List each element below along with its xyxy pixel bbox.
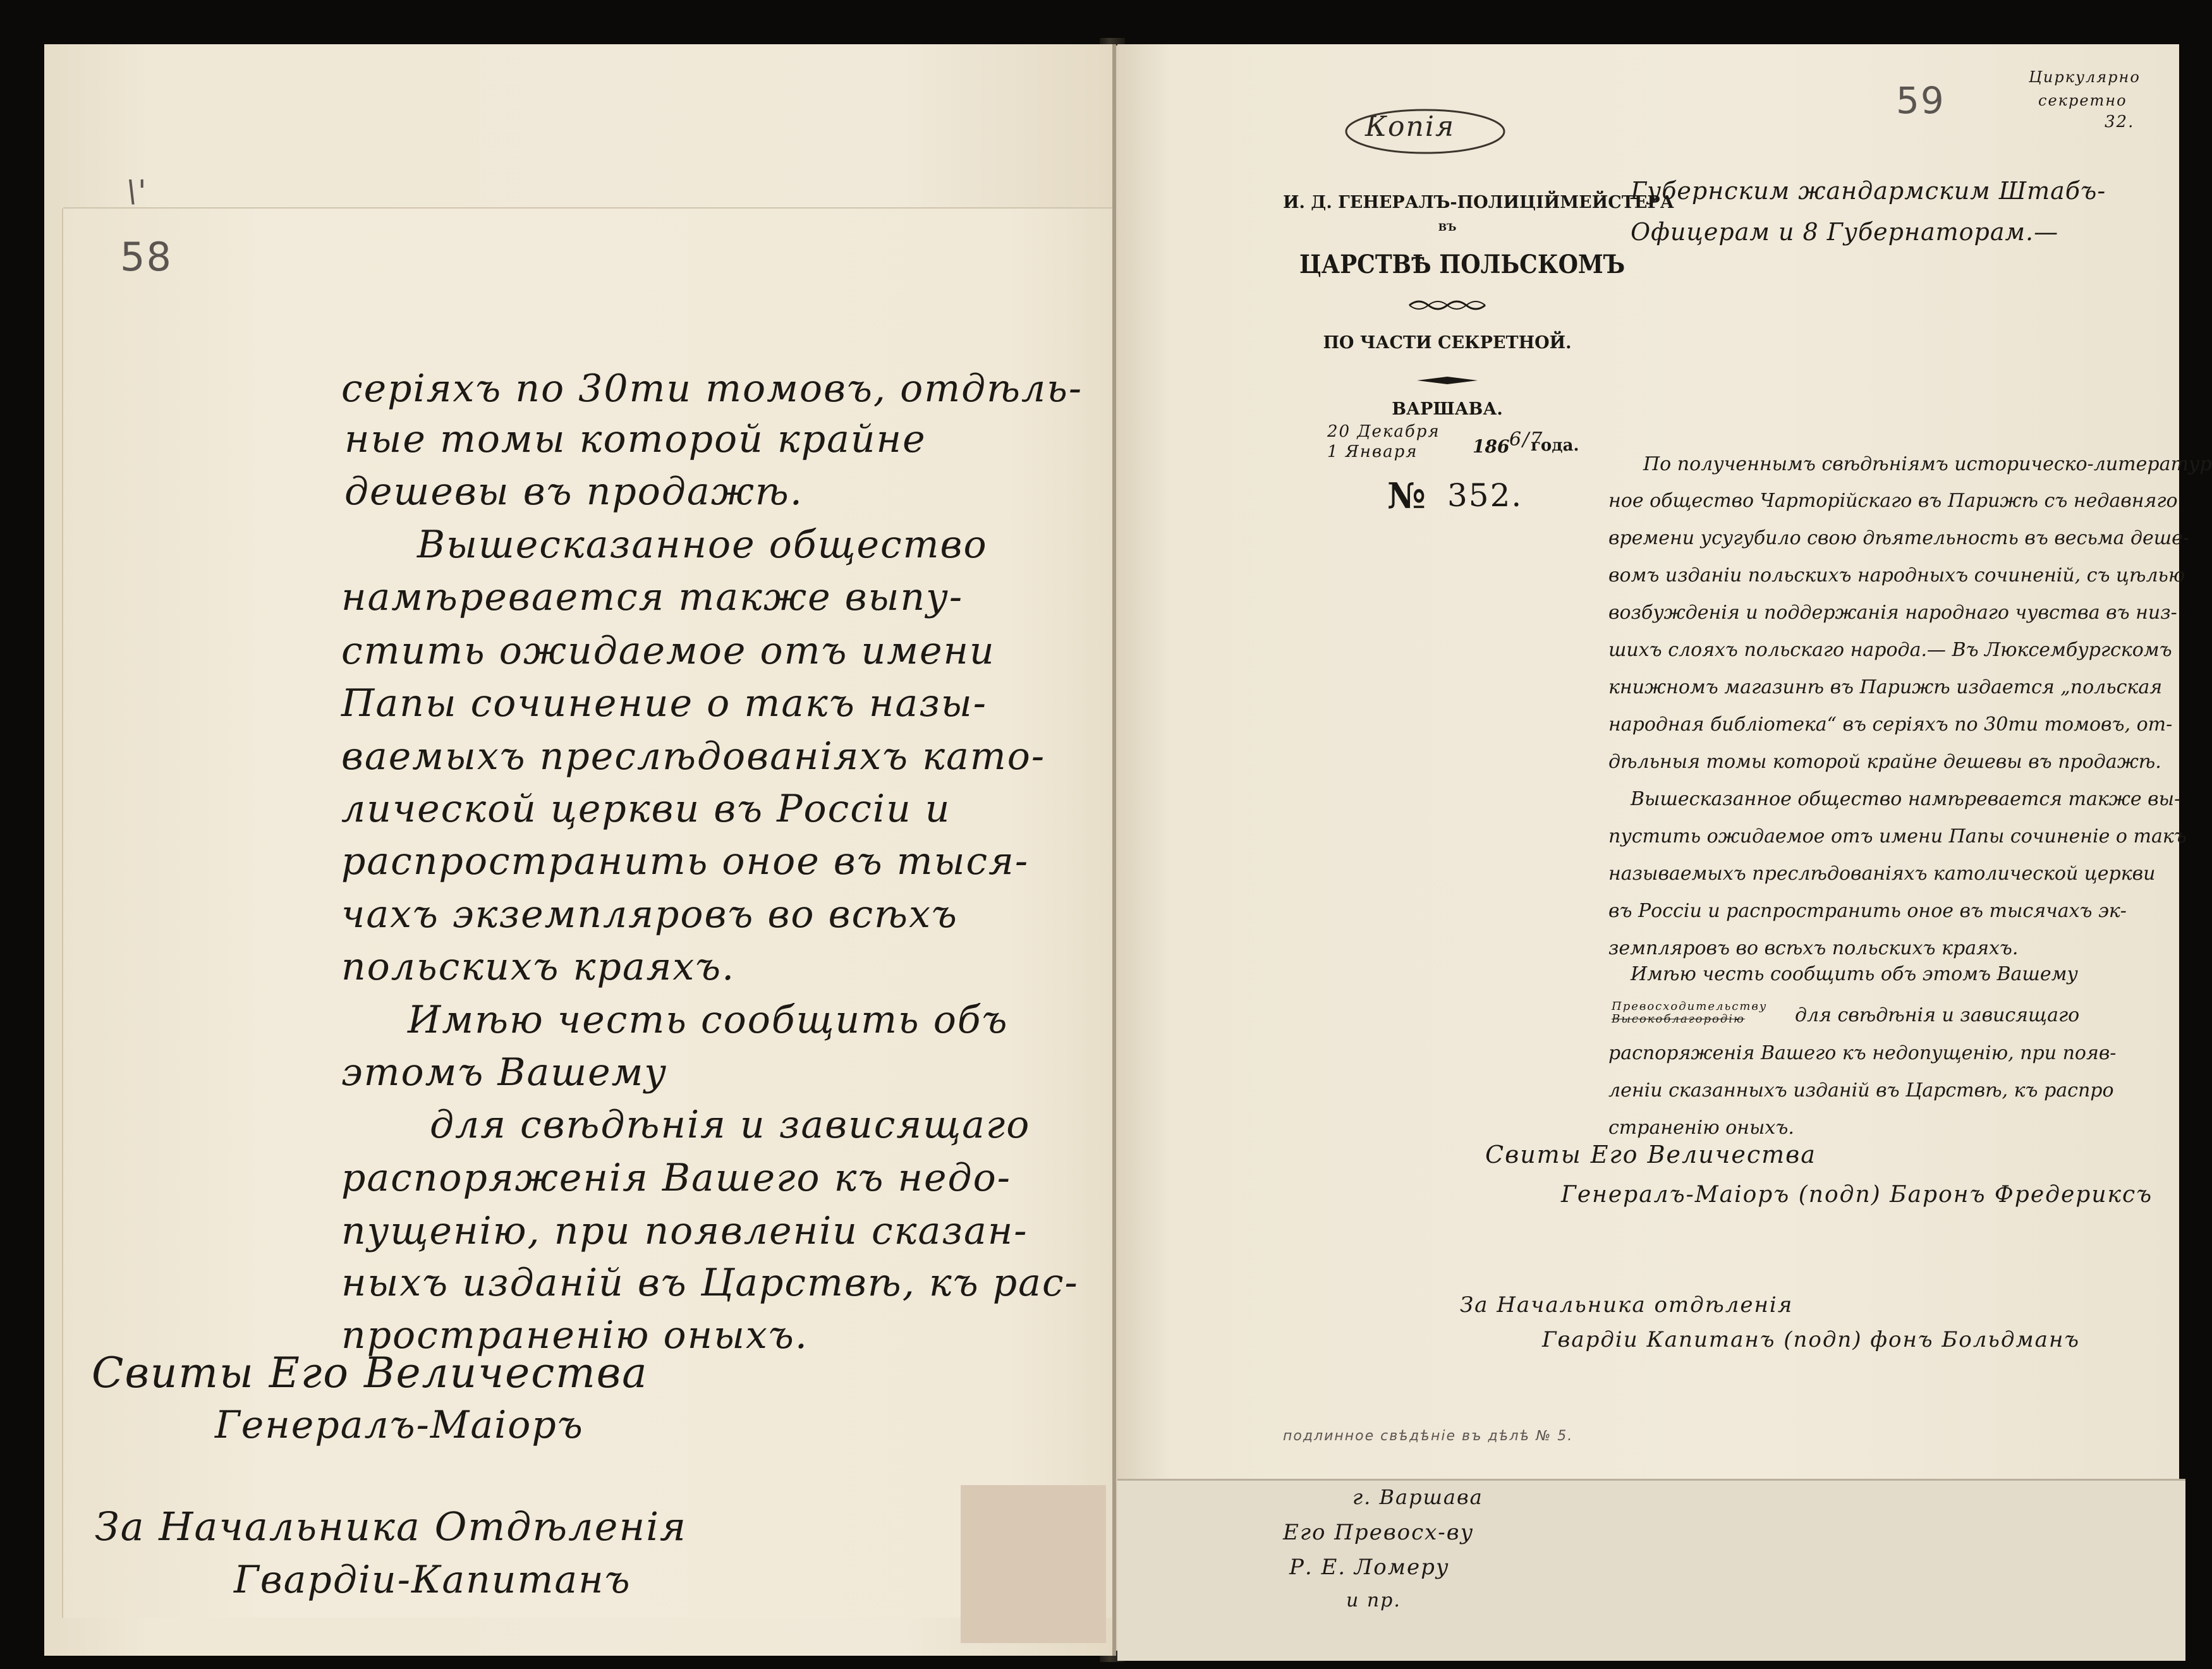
pencil-note: подлинное свѣдѣнiе въ дѣлѣ № 5. [1283,1428,1574,1444]
number-hand: 352. [1447,477,1523,514]
right-line: страненiю оныхъ. [1608,1117,1794,1139]
addressee-line1: Губернским жандармским Штабъ- [1631,177,2106,205]
left-line: Вышесказанное общество [417,523,988,567]
left-line: чахъ экземпляровъ во всѣхъ [341,892,958,937]
year-suffix: года. [1531,436,1579,455]
left-line: Имѣю честь сообщить объ [408,998,1009,1042]
right-line: пустить ожидаемое отъ имени Папы сочиненiе о такъ [1608,825,2187,847]
left-pencil-mark: \' [126,174,148,209]
right-under-sheet [1117,1479,2185,1661]
bottom-address-etc: и пр. [1346,1589,1401,1611]
left-line: пущенiю, при появленiи сказан- [341,1209,1028,1253]
right-line: шихъ слояхъ польскаго народа.— Въ Люксембургскомъ [1608,639,2172,661]
date-hand-1: 20 Декабря [1327,422,1440,441]
right-line: ное общество Чарторiйскаго въ Парижѣ съ недавняго [1608,490,2178,512]
interlinear-1: Превосходительству [1612,1000,1768,1013]
left-signature-department: За Начальника Отдѣленiя [95,1503,688,1550]
left-signature-title: Свиты Его Величества [92,1349,648,1397]
right-line: ленiи сказанныхъ изданiй въ Царствѣ, къ распро [1608,1079,2114,1102]
letterhead-line3: ЦАРСТВѢ ПОЛЬСКОМЪ [1299,250,1626,279]
bottom-address-title: Его Превосх-ву [1283,1520,1474,1545]
bottom-address-city: г. Варшава [1352,1485,1483,1509]
left-line: ныхъ изданiй въ Царствѣ, къ рас- [341,1261,1079,1305]
left-line: лической церкви въ Россiи и [341,787,951,831]
left-signature-captain: Гвардiи-Капитанъ [234,1558,631,1602]
right-line: вомъ изданiи польскихъ народныхъ сочиненiй, съ цѣлью [1608,564,2185,586]
copy-label-oval [1340,101,1510,164]
right-signature-general: Генералъ-Маiоръ (подп) Баронъ Фредериксъ [1561,1182,2153,1208]
right-line: дѣльныя томы которой крайне дешевы въ продажѣ. [1608,751,2161,773]
paper-strip [961,1485,1106,1643]
letterhead-line1: И. Д. ГЕНЕРАЛЪ-ПОЛИЦIЙМЕЙСТЕРА [1283,193,1674,212]
bottom-address-name: Р. Е. Ломеру [1289,1555,1450,1580]
letterhead-line4: ПО ЧАСТИ СЕКРЕТНОЙ. [1323,333,1572,353]
addressee-line2: Офицерам и 8 Губернаторам.— [1631,218,2059,246]
left-line: распространить оное въ тыся- [341,839,1030,883]
right-line: возбужденiя и поддержанiя народнаго чувства въ низ- [1608,602,2177,624]
right-line: народная библiотека“ въ серiяхъ по 30ти томовъ, от- [1608,713,2173,736]
ornament-icon [1406,296,1488,315]
right-line: Имѣю честь сообщить объ этомъ Вашему [1631,963,2078,985]
corner-note-number: 32. [2105,112,2135,131]
date-hand-2: 1 Января [1327,442,1418,461]
left-line: для свѣдѣнiя и зависящаго [430,1103,1031,1147]
number-prefix: № [1387,475,1426,517]
left-line: стить ожидаемое отъ имени [341,629,995,673]
left-line: ваемыхъ преслѣдованiяхъ като- [341,734,1046,779]
corner-note-line1: Циркулярно [2029,68,2141,86]
right-line: распоряженiя Вашего къ недопущенiю, при появ- [1608,1042,2117,1064]
right-line: времени усугубило свою дѣятельность въ весьма деше- [1608,527,2190,549]
left-line: Папы сочинение о такъ назы- [341,681,988,725]
right-line: называемыхъ преслѣдованiяхъ католической церкви [1608,863,2156,885]
letterhead-line2: ВЪ [1438,221,1457,233]
left-line: намѣревается также выпу- [341,575,964,619]
left-line: распоряженiя Вашего къ недо- [341,1156,1011,1200]
left-line: серiяхъ по 30ти томовъ, отдѣль- [341,367,1083,411]
right-line: для свѣдѣнiя и зависящаго [1795,1004,2080,1026]
left-line: ные томы которой крайне [344,417,927,461]
letterhead-city: ВАРШАВА. [1392,399,1503,419]
left-signature-rank: Генералъ-Маiоръ [215,1403,584,1447]
right-line: книжномъ магазинѣ въ Парижѣ издается „польская [1608,676,2163,698]
divider-icon [1416,374,1479,387]
year-hand: 6/7 [1509,428,1544,451]
right-page [1117,44,2179,1659]
right-line: Вышесказанное общество намѣревается также вы- [1631,788,2181,810]
left-line: этомъ Вашему [341,1050,668,1095]
left-line: пространенiю оныхъ. [341,1313,808,1357]
right-page-number: 59 [1896,79,1945,122]
left-line: польскихъ краяхъ. [341,945,736,989]
right-line: По полученнымъ свѣдѣнiямъ историческо-литератур [1643,453,2212,475]
interlinear-2: Высокоблагородiю [1612,1012,1745,1026]
right-signature-title: Свиты Его Величества [1485,1141,1816,1168]
right-line: земпляровъ во всѣхъ польскихъ краяхъ. [1608,937,2019,959]
left-page-number: 58 [120,234,173,280]
corner-note-line2: секретно [2038,92,2127,109]
year-printed: 186 [1473,436,1510,457]
right-signature-captain: Гвардiи Капитанъ (подп) фонъ Больдманъ [1542,1327,2080,1352]
right-signature-department: За Начальника отдѣленiя [1460,1292,1794,1318]
right-line: въ Россiи и распространить оное въ тысячахъ эк- [1608,900,2127,922]
copy-label: Копiя [1365,111,1455,143]
left-line: дешевы въ продажѣ. [344,470,803,514]
